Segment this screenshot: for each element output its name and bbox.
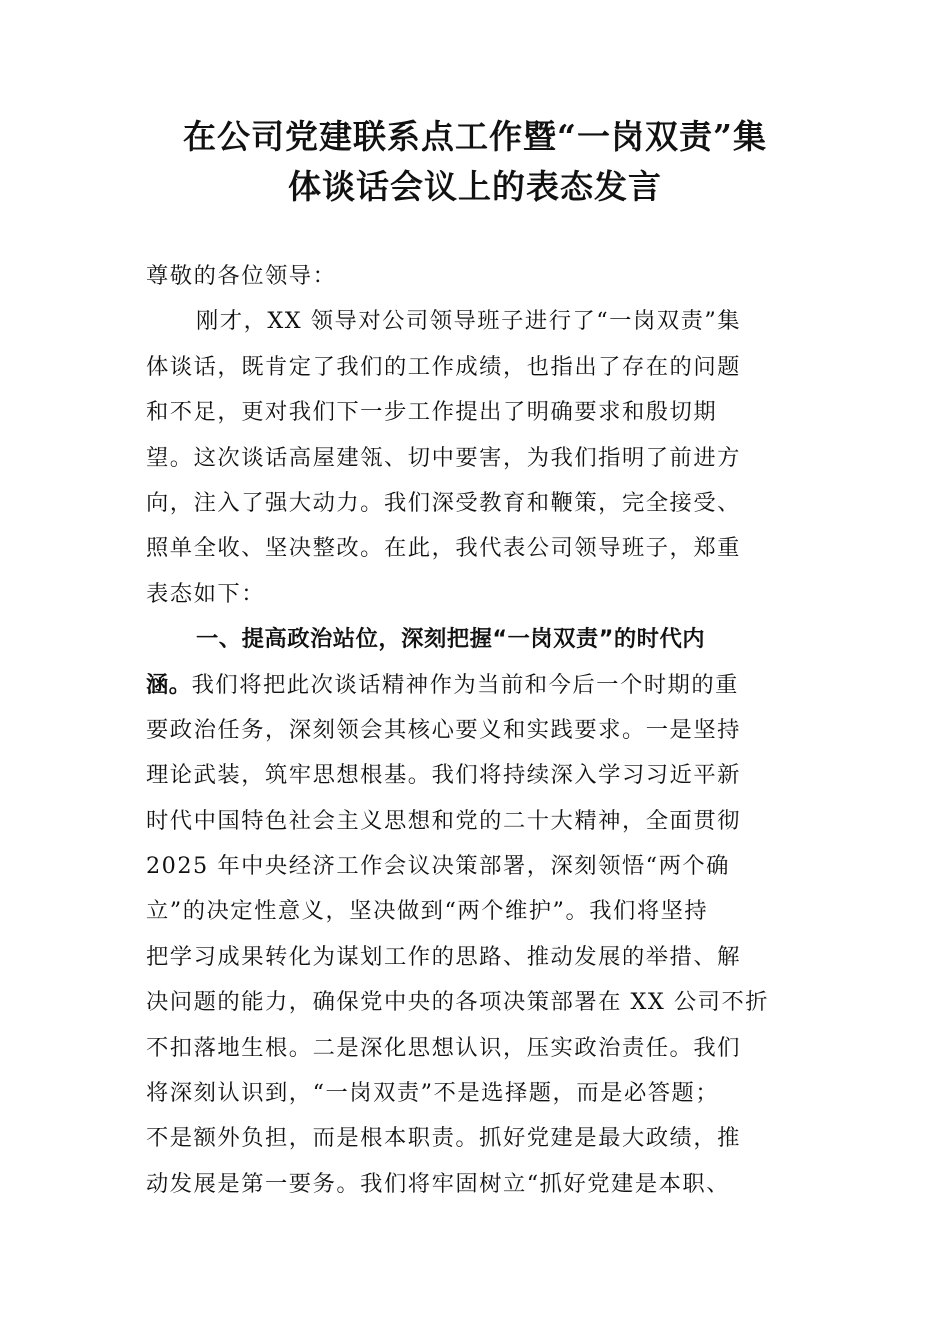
section-1-line: 立”的决定性意义，坚决做到“两个维护”。我们将坚持 [146,898,709,925]
section-1-text: 我们将把此次谈话精神作为当前和今后一个时期的重 [191,671,739,698]
title-line-2: 体谈话会议上的表态发言 [288,167,662,206]
section-1 [146,617,806,1207]
paragraph-1-line: 和不足，更对我们下一步工作提出了明确要求和殷切期 [146,399,718,426]
section-1-line: 将深刻认识到，“一岗双责”不是选择题，而是必答题； [146,1080,720,1107]
section-1-heading-end: 涵。 [146,671,192,698]
paragraph-1-line: 向，注入了强大动力。我们深受教育和鞭策，完全接受、 [146,489,741,516]
section-1-line: 不是额外负担，而是根本职责。抓好党建是最大政绩，推 [146,1125,741,1152]
paragraph-1-line: 照单全收、坚决整改。在此，我代表公司领导班子，郑重 [146,535,741,562]
section-1-line: 把学习成果转化为谋划工作的思路、推动发展的举措、解 [146,943,741,970]
salutation-block [146,254,806,299]
section-1-line: 决问题的能力，确保党中央的各项决策部署在 XX 公司不折 [146,989,770,1016]
paragraph-1-line: 体谈话，既肯定了我们的工作成绩，也指出了存在的问题 [146,353,741,380]
paragraph-1-line: 刚才，XX 领导对公司领导班子进行了“一岗双责”集 [196,308,742,335]
document-body [146,254,806,1207]
section-1-heading: 一、提高政治站位，深刻把握“一岗双责”的时代内 [196,626,706,653]
section-1-line: 2025 年中央经济工作会议决策部署，深刻领悟“两个确 [146,853,730,880]
paragraph-1-line: 表态如下： [146,580,265,607]
section-1-line: 要政治任务，深刻领会其核心要义和实践要求。一是坚持 [146,716,741,743]
section-1-line: 不扣落地生根。二是深化思想认识，压实政治责任。我们 [146,1034,741,1061]
section-1-line: 理论武装，筑牢思想根基。我们将持续深入学习习近平新 [146,762,741,789]
title-line-1: 在公司党建联系点工作暨“一岗双责”集 [183,117,767,156]
section-1-line: 动发展是第一要务。我们将牢固树立“抓好党建是本职、 [146,1170,731,1197]
salutation: 尊敬的各位领导： [146,263,337,289]
paragraph-1 [146,299,806,617]
section-1-line [146,663,806,708]
document-title [140,112,810,212]
section-1-line: 时代中国特色社会主义思想和党的二十大精神，全面贯彻 [146,807,741,834]
paragraph-1-line: 望。这次谈话高屋建瓴、切中要害，为我们指明了前进方 [146,444,741,471]
